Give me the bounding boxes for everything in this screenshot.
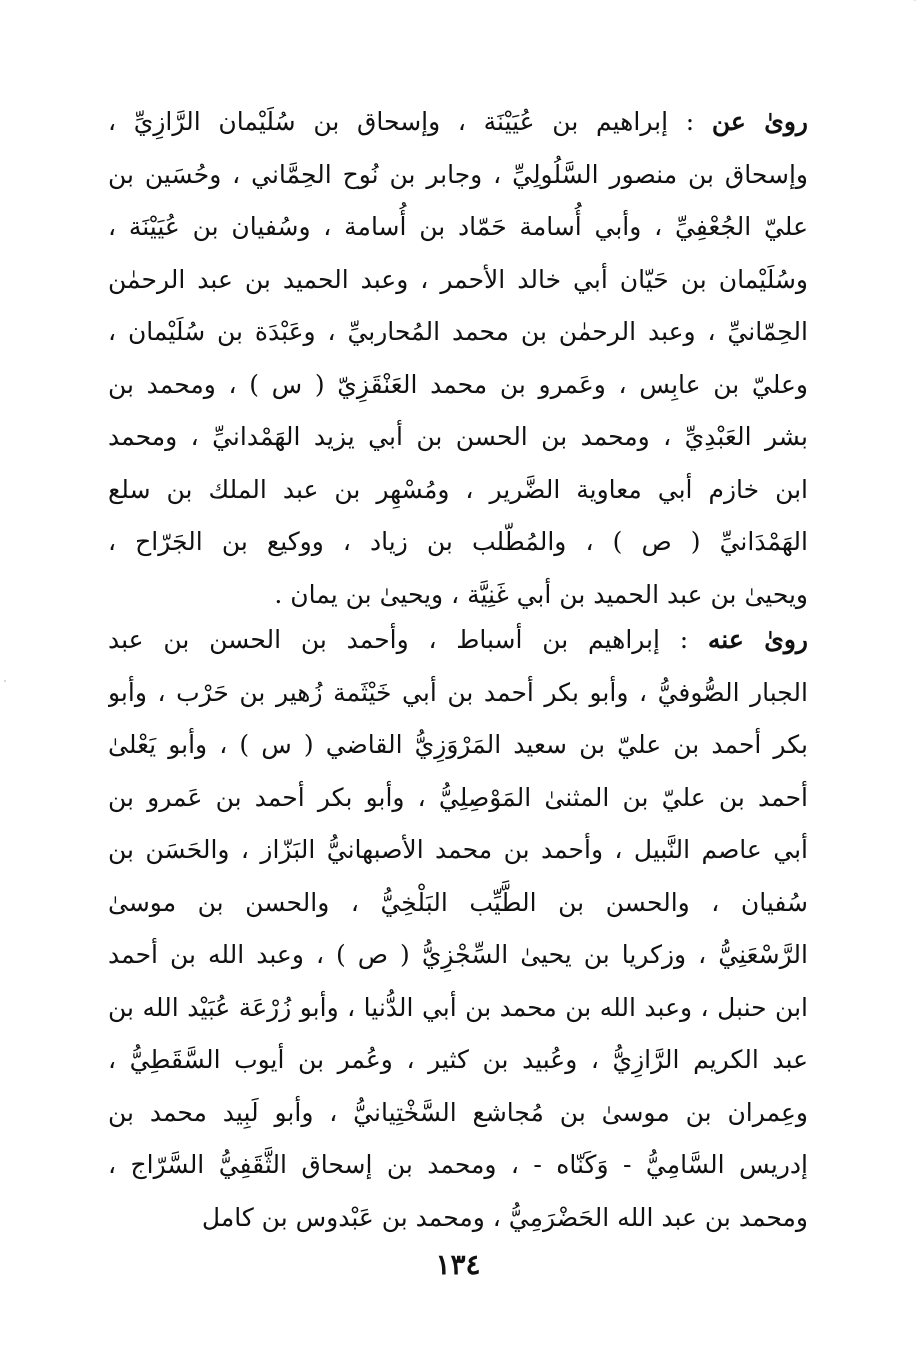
paragraph-line: الهَمْدَانيِّ ( ص ) ، والمُطّلب بن زياد ، ووكيع بن الجَرّاح ،: [108, 527, 808, 556]
paragraph-line: ويحيىٰ بن عبد الحميد بن أبي غَنِيَّة ، ويحيىٰ بن يمان .: [274, 579, 808, 609]
paragraph-line: سُفيان ، والحسن بن الطَّيِّب البَلْخِيُّ ، والحسن بن موسىٰ: [108, 887, 808, 917]
paragraph-line: إدريس السَّامِيُّ - وَكَنّاه - ، ومحمد بن إسحاق الثَّقَفِيُّ السَّرّاج ،: [108, 1150, 808, 1179]
paragraph-line: روىٰ عنه : إبراهيم بن أسباط ، وأحمد بن الحسن بن عبد: [108, 625, 808, 654]
paragraph-line: وعِمران بن موسىٰ بن مُجاشع السَّخْتِيانيُّ ، وأبو لَبِيد محمد بن: [108, 1097, 808, 1127]
narrated-by-paragraph: [108, 614, 808, 1244]
paragraph-line: وإسحاق بن منصور السَّلُولِيِّ ، وجابر بن نُوح الحِمَّاني ، وحُسَين بن: [108, 159, 808, 189]
paragraph-line: عبد الكريم الرَّازِيُّ ، وعُبيد بن كثير ، وعُمر بن أيوب السَّقَطِيُّ ،: [108, 1045, 808, 1074]
paragraph-line: بشر العَبْدِيِّ ، ومحمد بن الحسن بن أبي يزيد الهَمْدانيِّ ، ومحمد: [108, 422, 808, 451]
paragraph-line: بكر أحمد بن عليّ بن سعيد المَرْوَزِيُّ القاضي ( س ) ، وأبو يَعْلىٰ: [108, 730, 808, 759]
paragraph-line: عليّ الجُعْفِيِّ ، وأبي أُسامة حَمّاد بن أُسامة ، وسُفيان بن عُيَيْنَة ،: [108, 212, 808, 241]
narrated-by-label: روىٰ عنه: [707, 625, 808, 654]
paragraph-line: ومحمد بن عبد الله الحَضْرَمِيُّ ، ومحمد بن عَبْدوس بن كامل: [201, 1202, 808, 1232]
paragraph-line: ابن حنبل ، وعبد الله بن محمد بن أبي الدُّنيا ، وأبو زُرْعَة عُبَيْد الله بن: [108, 992, 808, 1022]
scan-edge-mark: [4, 680, 6, 682]
page-number: ١٣٤: [435, 1248, 481, 1281]
paragraph-line: وعليّ بن عابِس ، وعَمرو بن محمد العَنْقَزِيّ ( س ) ، ومحمد بن: [108, 369, 808, 399]
paragraph-line: روىٰ عن : إبراهيم بن عُيَيْنَة ، وإسحاق بن سُلَيْمان الرَّازِيِّ ،: [108, 107, 808, 136]
paragraph-line: الجبار الصُّوفيُّ ، وأبو بكر أحمد بن أبي خَيْثَمة زُهير بن حَرْب ، وأبو: [108, 677, 808, 707]
paragraph-line: أبي عاصم النَّبيل ، وأحمد بن محمد الأصبهانيُّ البَزّاز ، والحَسَن بن: [108, 835, 808, 864]
paragraph-line: الحِمّانيِّ ، وعبد الرحمٰن بن محمد المُحاربيِّ ، وعَبْدَة بن سُلَيْمان ،: [108, 317, 808, 346]
narrated-from-label: روىٰ عن: [711, 107, 808, 136]
scan-corner-mark: [873, 0, 916, 14]
paragraph-line: الرَّسْعَنِيُّ ، وزكريا بن يحيىٰ السِّجْزِيُّ ( ص ) ، وعبد الله بن أحمد: [108, 940, 808, 969]
narrated-from-paragraph: [108, 96, 808, 621]
paragraph-line: وسُلَيْمان بن حَيّان أبي خالد الأحمر ، وعبد الحميد بن عبد الرحمٰن: [108, 264, 808, 294]
paragraph-line: ابن خازم أبي معاوية الضَّرير ، ومُسْهِر بن عبد الملك بن سلع: [108, 474, 808, 504]
paragraph-line: أحمد بن عليّ بن المثنىٰ المَوْصِلِيُّ ، وأبو بكر أحمد بن عَمرو بن: [108, 782, 808, 812]
